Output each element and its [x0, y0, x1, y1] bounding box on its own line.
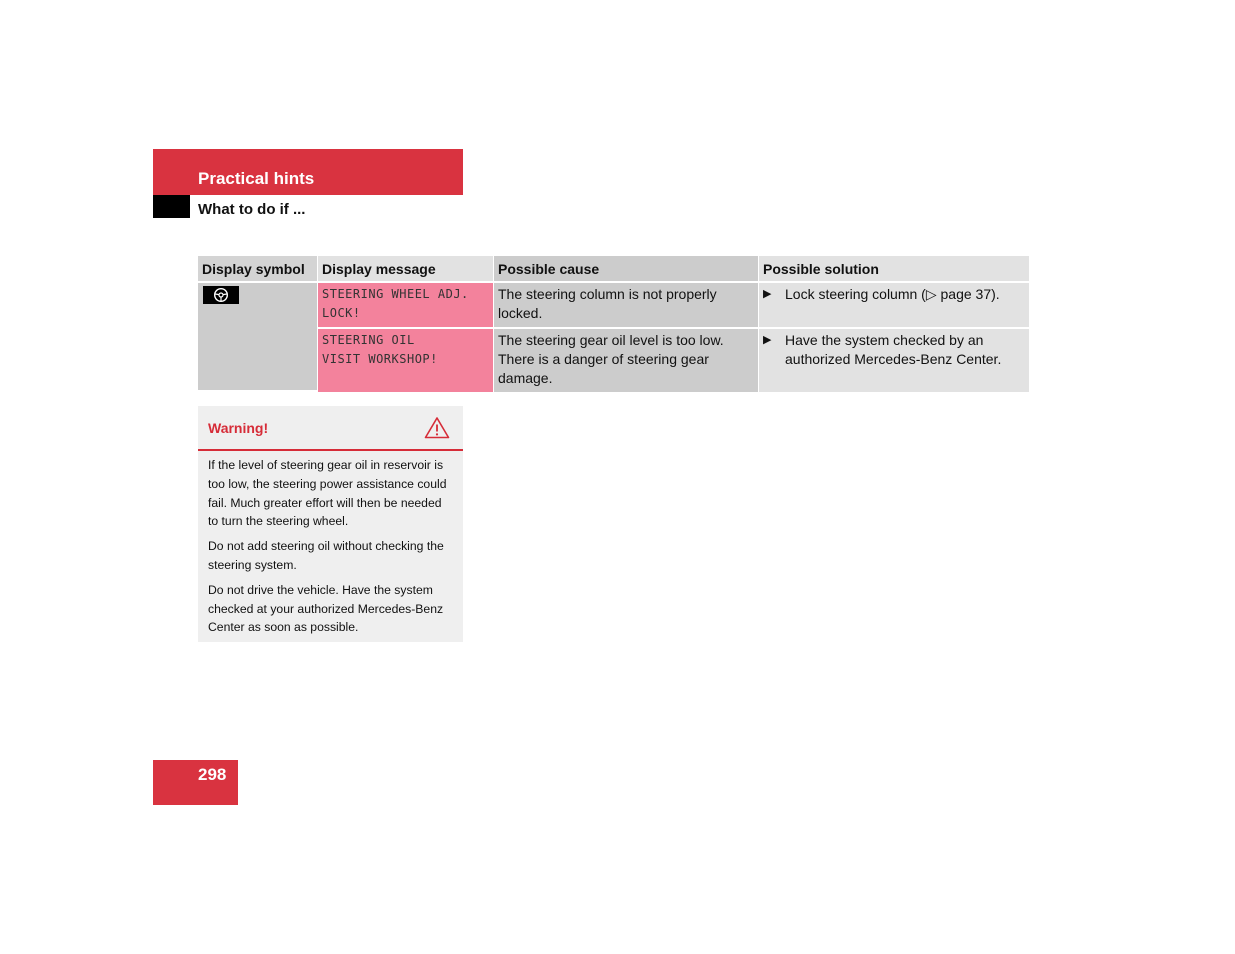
display-message-line: VISIT WORKSHOP! — [322, 352, 438, 366]
display-symbol-cell — [198, 283, 318, 392]
possible-solution-cell — [759, 329, 1029, 392]
header-possible-solution: Possible solution — [759, 256, 1029, 283]
steering-wheel-icon — [203, 286, 239, 304]
possible-cause-cell: The steering gear oil level is too low. There is a danger of steering gear damage. — [494, 329, 759, 392]
header-display-message: Display message — [318, 256, 494, 283]
bullet-arrow-icon: ▶ — [763, 288, 772, 300]
subsection-title: What to do if ... — [198, 201, 306, 218]
table-header-row — [198, 256, 1029, 283]
warning-paragraph: If the level of steering gear oil in reservoir is too low, the steering power assistance could fail. Much greater effort will then be needed to turn the steering wheel. — [208, 458, 447, 529]
section-banner — [153, 149, 463, 195]
display-message-line: LOCK! — [322, 306, 361, 320]
warning-box — [198, 406, 463, 642]
bullet-arrow-icon: ▶ — [763, 334, 772, 346]
header-display-symbol: Display symbol — [198, 256, 318, 283]
table-row — [198, 283, 1029, 329]
display-message-line: STEERING OIL — [322, 333, 415, 347]
warning-paragraph: Do not drive the vehicle. Have the system checked at your authorized Mercedes-Benz Center as soon as possible. — [208, 582, 444, 635]
solution-text: Lock steering column (▷ page 37). — [785, 286, 1000, 302]
page-number-box — [153, 760, 238, 805]
warning-header — [198, 406, 463, 451]
page-number: 298 — [198, 765, 227, 784]
section-marker-tab — [153, 195, 190, 218]
warning-title: Warning! — [208, 420, 269, 436]
display-message-cell — [318, 329, 494, 392]
possible-cause-cell: The steering column is not properly locked. — [494, 283, 759, 329]
warning-paragraph: Do not add steering oil without checking the steering system. — [208, 539, 444, 572]
display-message-cell — [318, 283, 494, 329]
display-message-line: STEERING WHEEL ADJ. — [322, 287, 469, 301]
solution-text: Have the system checked by an authorized Mercedes-Benz Center. — [785, 332, 1002, 367]
warning-body — [198, 451, 463, 637]
section-title: Practical hints — [198, 169, 315, 188]
header-possible-cause: Possible cause — [494, 256, 759, 283]
warning-triangle-icon — [424, 416, 450, 444]
possible-solution-cell — [759, 283, 1029, 329]
display-messages-table — [198, 256, 1029, 392]
table-row — [198, 329, 1029, 392]
